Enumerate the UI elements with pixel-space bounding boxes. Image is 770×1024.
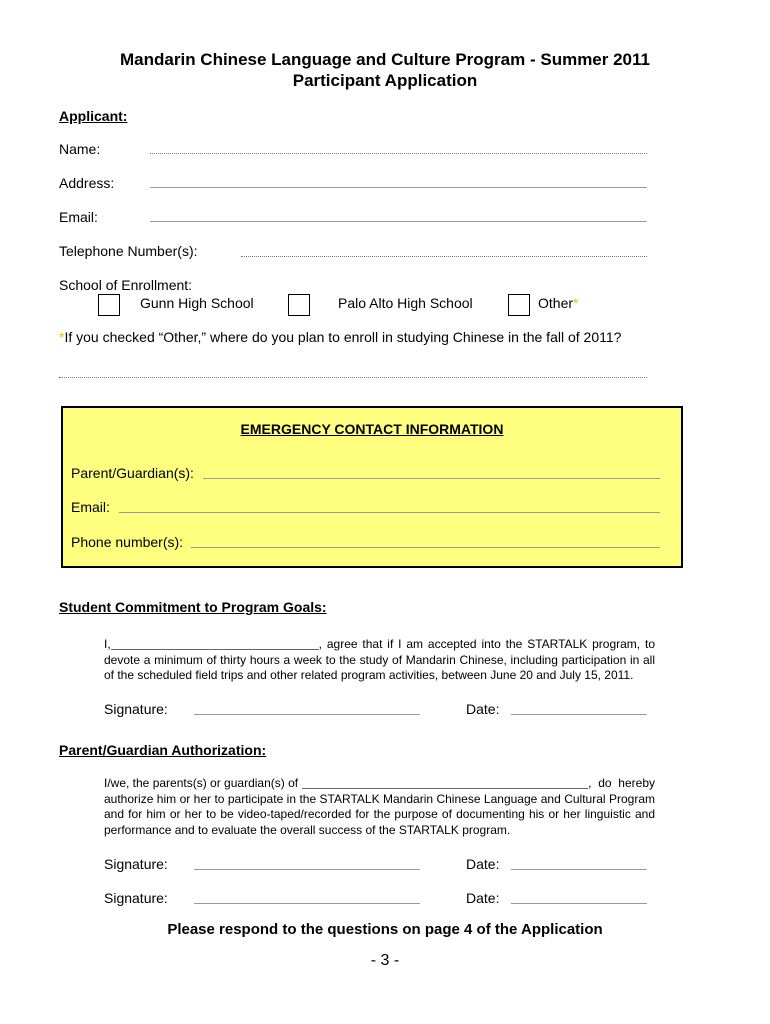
commitment-signature-label: Signature: [104, 701, 168, 717]
school-label: School of Enrollment: [59, 277, 193, 293]
guardian-label: Parent/Guardian(s): [71, 465, 194, 481]
commitment-signature-field[interactable] [194, 714, 420, 715]
guardian-date-label-1: Date: [466, 856, 500, 872]
authorization-line1-end: , do hereby [588, 776, 655, 790]
address-label: Address: [59, 175, 115, 191]
other-checkbox[interactable] [508, 294, 530, 316]
paly-label: Palo Alto High School [338, 295, 473, 311]
name-label: Name: [59, 141, 101, 157]
other-question [59, 329, 621, 346]
authorization-line4: performance and to evaluate the overall success of the STARTALK program. [104, 822, 511, 837]
page-number: - 3 - [370, 952, 400, 969]
asterisk-marker: * [59, 329, 65, 345]
name-field[interactable] [150, 153, 647, 154]
telephone-label: Telephone Number(s): [59, 243, 198, 259]
telephone-field[interactable] [241, 256, 647, 257]
authorization-line3: and for him or her to be video-taped/recorded for the purpose of documenting his or her linguistic and [104, 807, 655, 821]
commitment-line1: , agree that if I am accepted into the STARTALK program, to [318, 637, 655, 651]
guardian-date-label-2: Date: [466, 890, 500, 906]
authorization-paragraph [104, 776, 655, 838]
emergency-heading: EMERGENCY CONTACT INFORMATION [240, 421, 504, 437]
emergency-phone-field[interactable] [191, 547, 660, 548]
gunn-checkbox[interactable] [98, 294, 120, 316]
guardian-signature-label-2: Signature: [104, 890, 168, 906]
commitment-line2: devote a minimum of thirty hours a week to the study of Mandarin Chinese, including participation in all [104, 652, 655, 667]
authorization-heading: Parent/Guardian Authorization: [59, 742, 267, 758]
page-title: Mandarin Chinese Language and Culture Program - Summer 2011 [120, 50, 650, 69]
asterisk-marker: * [573, 295, 579, 311]
paly-checkbox[interactable] [288, 294, 310, 316]
page-4-note: Please respond to the questions on page 4 of the Application [167, 921, 603, 938]
other-school-field[interactable] [59, 377, 647, 378]
authorization-line2: authorize him or her to participate in the STARTALK Mandarin Chinese Language and Cultural Program [104, 791, 655, 806]
commitment-heading: Student Commitment to Program Goals: [59, 599, 327, 615]
email-field[interactable] [150, 221, 647, 222]
student-name-field[interactable] [111, 637, 319, 650]
emergency-phone-label: Phone number(s): [71, 534, 184, 550]
other-option [538, 295, 578, 312]
commitment-prefix: I, [104, 637, 111, 651]
emergency-email-field[interactable] [119, 512, 660, 513]
authorization-line1-start: I/we, the parents(s) or guardian(s) of [104, 776, 299, 790]
emergency-email-label: Email: [71, 499, 110, 515]
other-label: Other [538, 295, 574, 311]
commitment-date-field[interactable] [511, 714, 647, 715]
guardian-date-field-1[interactable] [511, 869, 647, 870]
student-name-authorization-field[interactable] [302, 776, 588, 789]
email-label: Email: [59, 209, 98, 225]
applicant-heading: Applicant: [59, 108, 128, 124]
guardian-date-field-2[interactable] [511, 903, 647, 904]
commitment-paragraph [104, 637, 655, 684]
guardian-signature-label-1: Signature: [104, 856, 168, 872]
guardian-field[interactable] [203, 478, 660, 479]
gunn-label: Gunn High School [140, 295, 254, 311]
address-field[interactable] [150, 187, 647, 188]
commitment-date-label: Date: [466, 701, 500, 717]
page-subtitle: Participant Application [292, 71, 478, 90]
guardian-signature-field-1[interactable] [194, 869, 420, 870]
other-question-text: If you checked “Other,” where do you plan to enroll in studying Chinese in the fall of 2011? [64, 329, 622, 345]
commitment-line3: of the scheduled field trips and other related program activities, between June 20 and July 15, 2011. [104, 668, 634, 682]
guardian-signature-field-2[interactable] [194, 903, 420, 904]
